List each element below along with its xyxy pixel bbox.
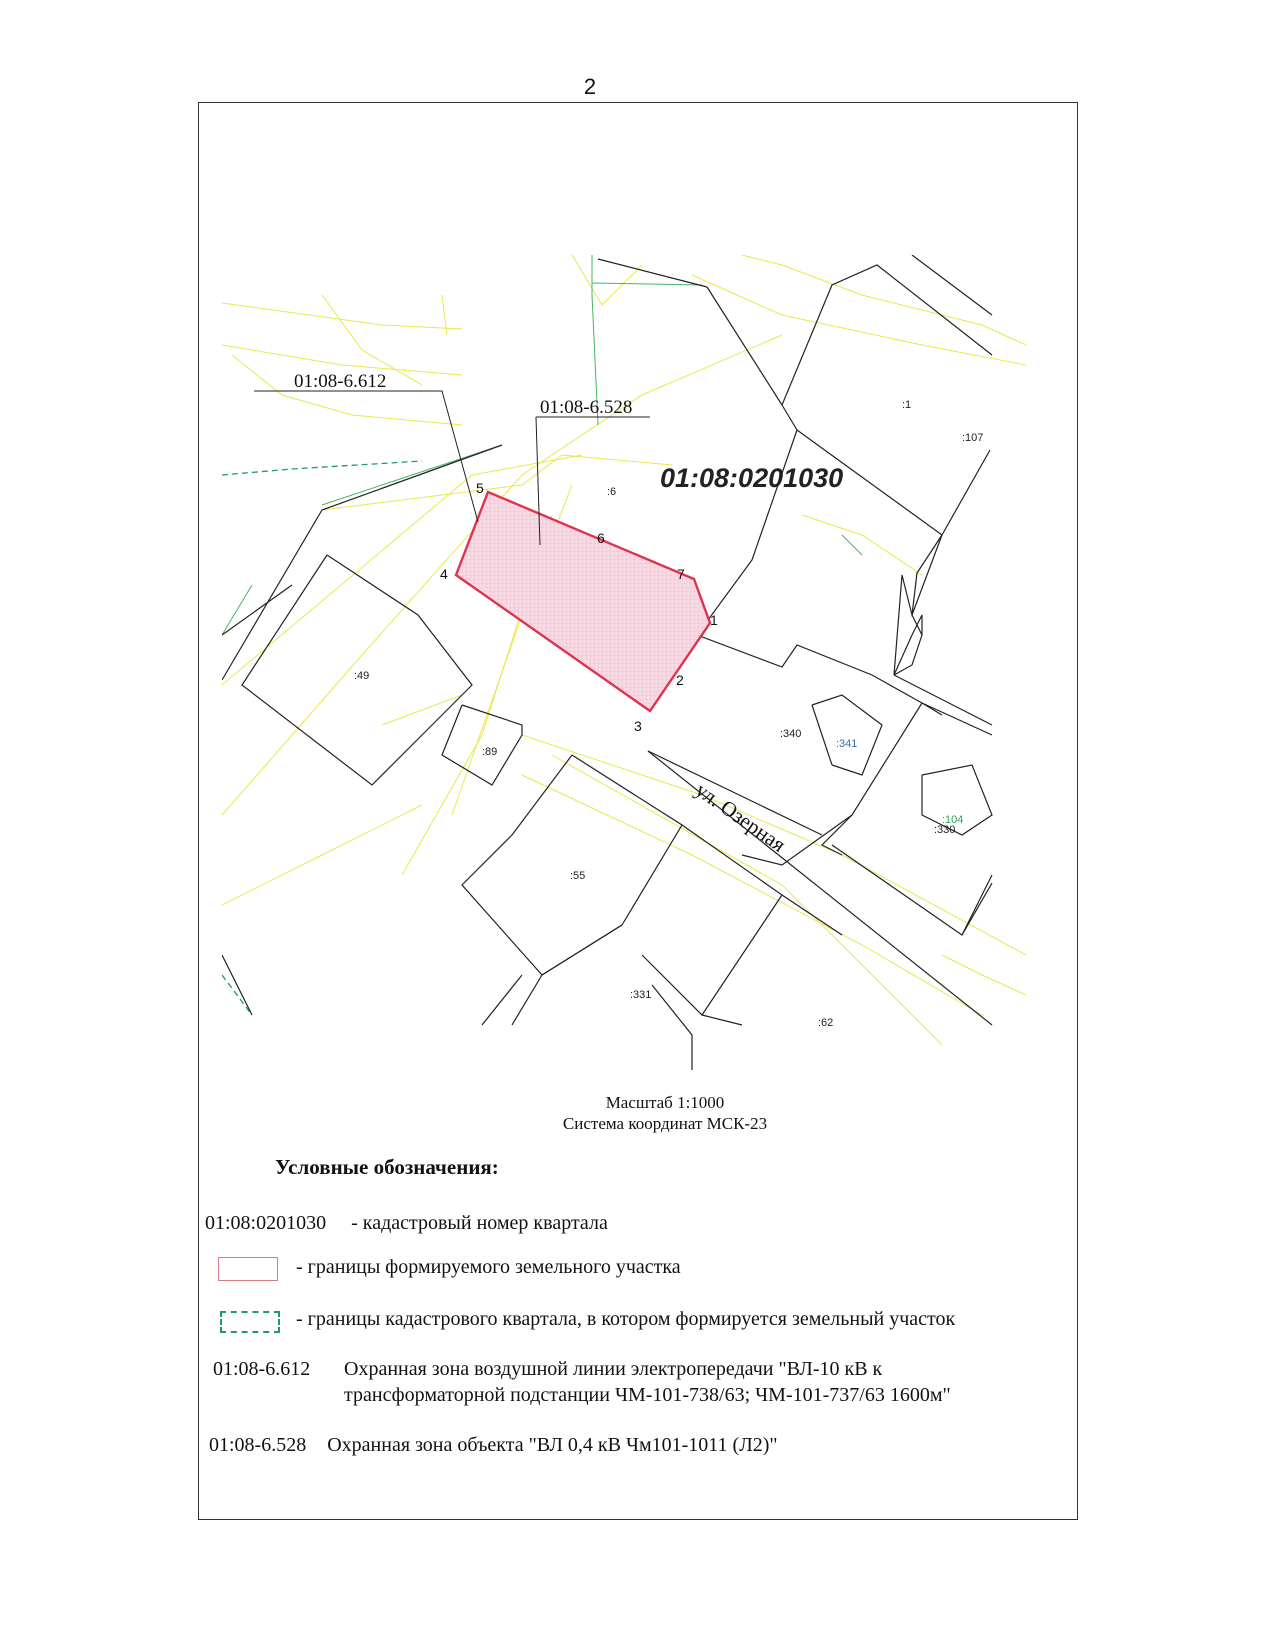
legend-zone1-row [213,1356,310,1382]
zone-528-label: 01:08-6.528 [540,397,633,418]
parcel-label: :104 [942,814,964,826]
legend-quarter-code: 01:08:0201030 [205,1212,327,1234]
parcel-label: :341 [836,738,858,750]
legend-zone1-desc [344,1356,951,1408]
parcel-label: :55 [570,870,586,882]
formed-plot-boundary [456,492,710,711]
legend-zone1-code: 01:08-6.612 [213,1358,311,1380]
parcel-label: :107 [962,432,984,444]
plot-vertex-label: 2 [676,672,684,688]
parcel-label: :331 [630,989,652,1001]
plot-boundary-swatch [218,1257,278,1281]
legend-zone2-desc: Охранная зона объекта "ВЛ 0,4 кВ Чм101-1011 (Л2)" [327,1434,778,1456]
page-number: 2 [583,74,597,99]
cadastral-map [222,255,1026,1070]
legend-zone2-row [209,1432,778,1458]
legend-title: Условные обозначения: [275,1155,499,1179]
legend-plot-desc: - границы формируемого земельного участка [296,1256,681,1278]
parcel-label: :340 [780,728,802,740]
plot-vertex-label: 4 [440,566,448,582]
zone-612-label: 01:08-6.612 [294,371,387,392]
street-label: ул. Озерная [691,777,791,857]
plot-vertex-label: 7 [677,566,685,582]
legend-zone1-desc-line2: трансформаторной подстанции ЧМ-101-738/63; ЧМ-101-737/63 1600м" [344,1384,951,1406]
plot-vertex-label: 1 [710,612,718,628]
parcel-label: :6 [607,486,617,498]
parcel-label: :49 [354,670,370,682]
legend-block-desc: - границы кадастрового квартала, в котором формируется земельный участок [296,1308,956,1330]
scale-text: Масштаб 1:1000 [605,1093,725,1112]
quarter-label: 01:08:0201030 [660,463,844,493]
legend-quarter-desc: - кадастровый номер квартала [351,1212,608,1234]
plot-vertex-label: 5 [476,480,484,496]
parcel-label: :1 [902,399,912,411]
crs-text: Система координат МСК-23 [562,1114,768,1133]
parcel-label: :62 [818,1017,834,1029]
legend-quarter-row [205,1212,608,1235]
quarter-boundary-swatch [220,1311,280,1333]
quarter-boundary-lines [222,461,422,1015]
legend-zone2-code: 01:08-6.528 [209,1434,307,1456]
parcel-label: :89 [482,746,498,758]
plot-vertex-label: 6 [597,530,605,546]
scale-block [500,1092,830,1134]
legend-zone1-desc-line1: Охранная зона воздушной линии электропередачи "ВЛ-10 кВ к [344,1358,883,1380]
parcel-label: :330 [934,824,956,836]
plot-vertex-label: 3 [634,718,642,734]
